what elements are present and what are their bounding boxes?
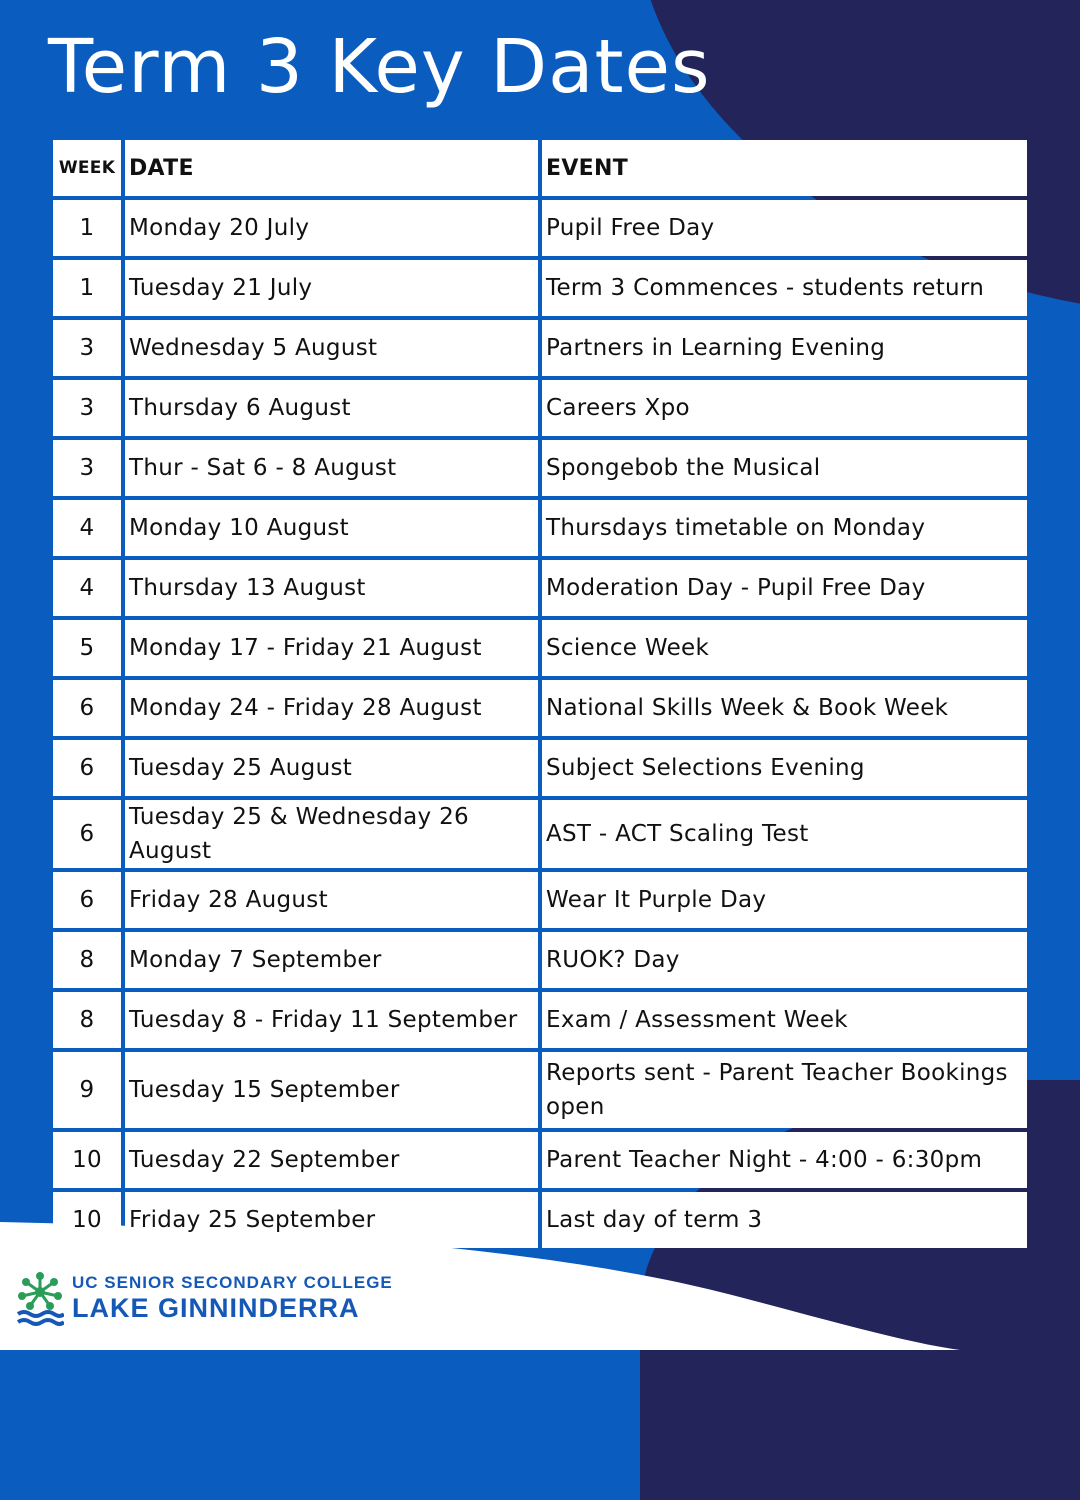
row-event: National Skills Week & Book Week: [542, 680, 1027, 736]
row-date: Friday 28 August: [125, 872, 538, 928]
row-date: Thursday 6 August: [125, 380, 538, 436]
table-row: [53, 500, 1027, 556]
row-week: 6: [53, 800, 121, 868]
table-row: [53, 1132, 1027, 1188]
table-row: [53, 200, 1027, 256]
table-row: [53, 872, 1027, 928]
row-event: Pupil Free Day: [542, 200, 1027, 256]
row-week: 3: [53, 440, 121, 496]
table-row: [53, 320, 1027, 376]
row-date: Friday 25 September: [125, 1192, 538, 1248]
row-week: 4: [53, 560, 121, 616]
table-row: [53, 932, 1027, 988]
header-date: DATE: [125, 140, 538, 196]
row-event: Term 3 Commences - students return: [542, 260, 1027, 316]
row-event: Science Week: [542, 620, 1027, 676]
row-week: 3: [53, 320, 121, 376]
key-dates-table: [49, 136, 1031, 1252]
table-row: [53, 1192, 1027, 1248]
table-header-row: [53, 140, 1027, 196]
row-date: Tuesday 8 - Friday 11 September: [125, 992, 538, 1048]
header-event: EVENT: [542, 140, 1027, 196]
table-row: [53, 440, 1027, 496]
header-week: WEEK: [53, 140, 121, 196]
row-date: Tuesday 25 & Wednesday 26 August: [125, 800, 538, 868]
row-date: Monday 24 - Friday 28 August: [125, 680, 538, 736]
row-date: Tuesday 25 August: [125, 740, 538, 796]
row-week: 9: [53, 1052, 121, 1128]
college-logo: [16, 1270, 393, 1326]
logo-line-1: UC SENIOR SECONDARY COLLEGE: [72, 1273, 393, 1292]
logo-line-2: LAKE GINNINDERRA: [72, 1293, 360, 1323]
row-week: 8: [53, 932, 121, 988]
row-date: Monday 17 - Friday 21 August: [125, 620, 538, 676]
row-event: Reports sent - Parent Teacher Bookings open: [542, 1052, 1027, 1128]
row-week: 10: [53, 1132, 121, 1188]
row-date: Monday 20 July: [125, 200, 538, 256]
row-date: Tuesday 22 September: [125, 1132, 538, 1188]
table-row: [53, 800, 1027, 868]
row-event: Spongebob the Musical: [542, 440, 1027, 496]
row-week: 1: [53, 260, 121, 316]
row-event: Partners in Learning Evening: [542, 320, 1027, 376]
row-week: 5: [53, 620, 121, 676]
table-row: [53, 680, 1027, 736]
table-row: [53, 380, 1027, 436]
table-row: [53, 992, 1027, 1048]
row-week: 10: [53, 1192, 121, 1248]
table-row: [53, 620, 1027, 676]
row-date: Thursday 13 August: [125, 560, 538, 616]
row-event: AST - ACT Scaling Test: [542, 800, 1027, 868]
row-week: 8: [53, 992, 121, 1048]
table-row: [53, 560, 1027, 616]
row-date: Tuesday 21 July: [125, 260, 538, 316]
row-week: 1: [53, 200, 121, 256]
row-event: Last day of term 3: [542, 1192, 1027, 1248]
row-event: Thursdays timetable on Monday: [542, 500, 1027, 556]
row-event: Moderation Day - Pupil Free Day: [542, 560, 1027, 616]
row-week: 6: [53, 872, 121, 928]
table-row: [53, 740, 1027, 796]
row-event: RUOK? Day: [542, 932, 1027, 988]
row-event: Exam / Assessment Week: [542, 992, 1027, 1048]
row-week: 6: [53, 680, 121, 736]
row-date: Monday 10 August: [125, 500, 538, 556]
row-week: 4: [53, 500, 121, 556]
row-date: Tuesday 15 September: [125, 1052, 538, 1128]
table-row: [53, 260, 1027, 316]
row-date: Wednesday 5 August: [125, 320, 538, 376]
table-row: [53, 1052, 1027, 1128]
row-event: Wear It Purple Day: [542, 872, 1027, 928]
row-event: Subject Selections Evening: [542, 740, 1027, 796]
row-event: Parent Teacher Night - 4:00 - 6:30pm: [542, 1132, 1027, 1188]
row-week: 3: [53, 380, 121, 436]
row-event: Careers Xpo: [542, 380, 1027, 436]
row-date: Thur - Sat 6 - 8 August: [125, 440, 538, 496]
row-date: Monday 7 September: [125, 932, 538, 988]
row-week: 6: [53, 740, 121, 796]
page-title: Term 3 Key Dates: [48, 24, 711, 110]
college-emblem-icon: [16, 1270, 64, 1326]
